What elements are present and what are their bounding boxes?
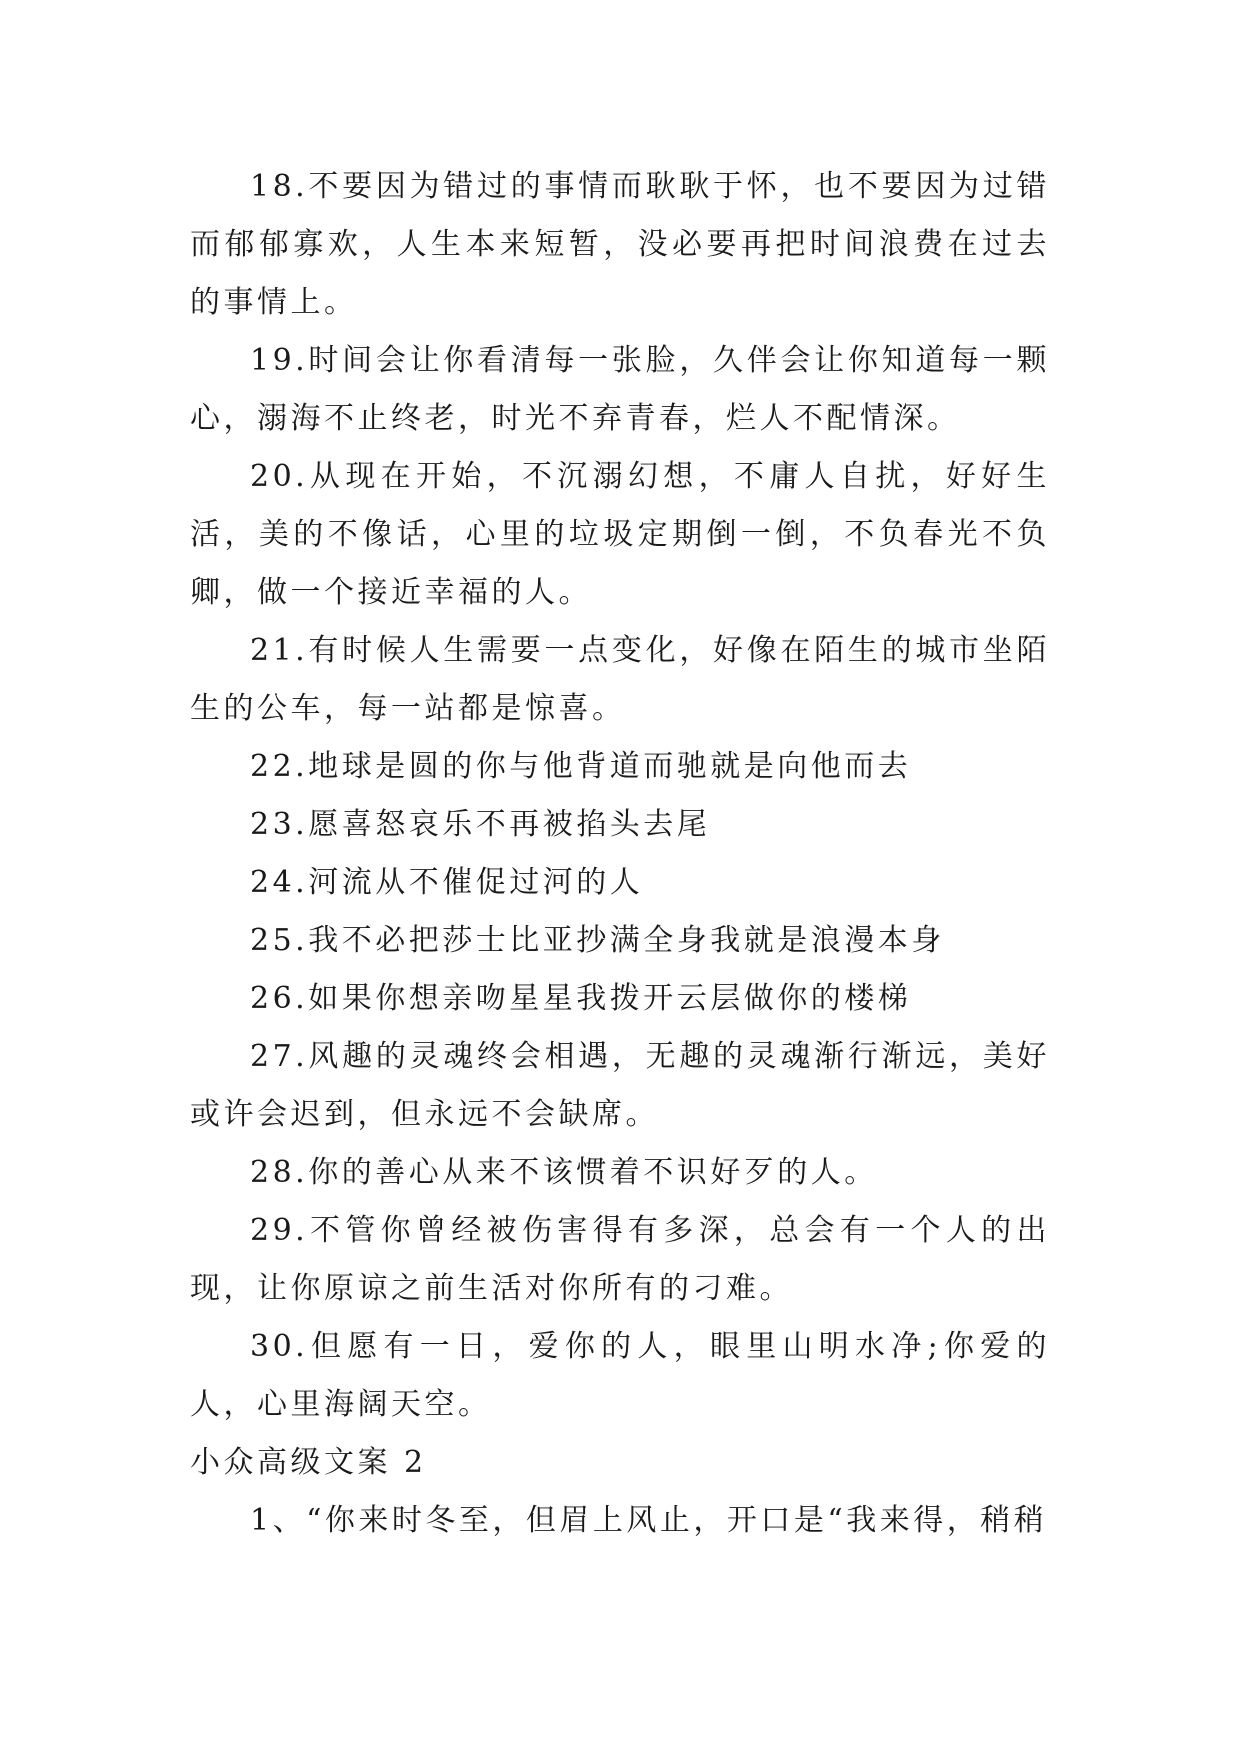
document-body [190,158,1050,1550]
quote-paragraph-23: 23.愿喜怒哀乐不再被掐头去尾 [250,807,711,842]
quote-paragraph-27: 27.风趣的灵魂终会相遇，无趣的灵魂渐行渐远，美好或许会迟到，但永远不会缺席。 [190,1039,1050,1132]
quote-paragraph-30: 30.但愿有一日，爱你的人，眼里山明水净;你爱的人，心里海阔天空。 [190,1329,1050,1422]
quote-paragraph-20: 20.从现在开始，不沉溺幻想，不庸人自扰，好好生活，美的不像话，心里的垃圾定期倒一倒，不负春光不负卿，做一个接近幸福的人。 [190,459,1050,610]
quote-paragraph-26: 26.如果你想亲吻星星我拨开云层做你的楼梯 [250,981,912,1016]
quote-paragraph-18: 18.不要因为错过的事情而耿耿于怀，也不要因为过错而郁郁寡欢，人生本来短暂，没必要再把时间浪费在过去的事情上。 [190,169,1050,320]
quote-paragraph-22: 22.地球是圆的你与他背道而驰就是向他而去 [250,749,912,784]
quote-paragraph-29: 29.不管你曾经被伤害得有多深，总会有一个人的出现，让你原谅之前生活对你所有的刁难。 [190,1213,1050,1306]
quote-paragraph-21: 21.有时候人生需要一点变化，好像在陌生的城市坐陌生的公车，每一站都是惊喜。 [190,633,1050,726]
quote-paragraph-19: 19.时间会让你看清每一张脸，久伴会让你知道每一颗心，溺海不止终老，时光不弃青春，烂人不配情深。 [190,343,1050,436]
quote-paragraph-1: 1、“你来时冬至，但眉上风止，开口是“我来得，稍稍 [250,1503,1048,1538]
quote-paragraph-24: 24.河流从不催促过河的人 [250,865,644,900]
quote-paragraph-25: 25.我不必把莎士比亚抄满全身我就是浪漫本身 [250,923,945,958]
quote-paragraph-28: 28.你的善心从来不该惯着不识好歹的人。 [250,1155,878,1190]
section-heading: 小众高级文案 2 [190,1445,427,1480]
